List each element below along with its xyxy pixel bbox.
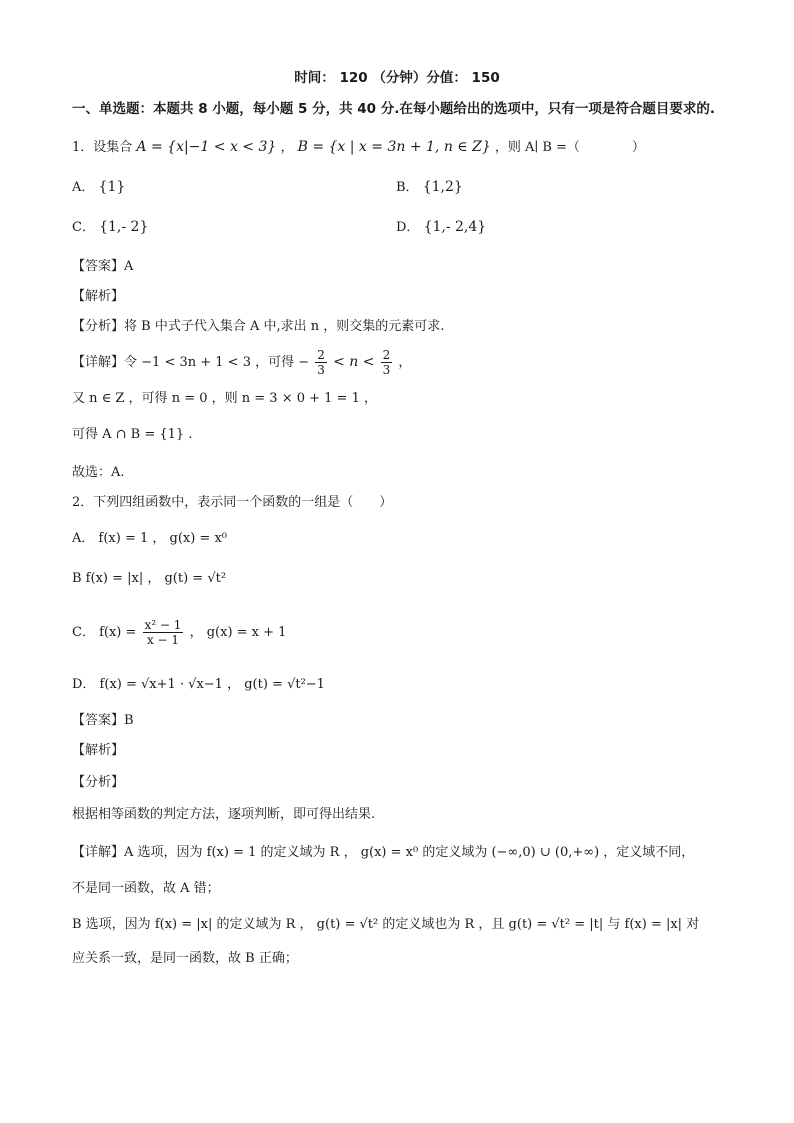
q1-option-a-value: {1} bbox=[98, 179, 126, 195]
q2-option-c-label: C． f(x) = bbox=[72, 625, 137, 640]
fraction-two-thirds-2 bbox=[381, 348, 393, 377]
q1-set-a: A = {x|−1 < x < 3} bbox=[136, 139, 277, 155]
q1-answer bbox=[72, 258, 133, 276]
fraction-two-thirds bbox=[315, 348, 327, 377]
q1-detail-line-1 bbox=[72, 348, 411, 377]
q2-option-d: D． f(x) = √x+1 · √x−1 ， g(t) = √t²−1 bbox=[72, 677, 325, 692]
q2-answer bbox=[72, 712, 134, 730]
q1-stem bbox=[72, 138, 645, 157]
q2-detail-a1-text: A 选项，因为 f(x) = 1 的定义域为 R ， g(x) = x⁰ 的定义域为 (−∞,0) ∪ (0,+∞) ，定义域不同， bbox=[124, 845, 695, 860]
q1-option-d-value: {1,- 2,4} bbox=[423, 219, 487, 235]
q1-set-b: B = {x | x = 3n + 1, n ∈ Z} bbox=[297, 139, 491, 155]
q1-fenxi-tag: 【分析】 bbox=[72, 319, 125, 334]
q1-option-a-label: A． bbox=[72, 180, 95, 195]
q2-stem: 2．下列四组函数中，表示同一个函数的一组是（ ） bbox=[72, 495, 393, 510]
q2-option-c bbox=[72, 618, 286, 647]
q2-detail-a2: 不是同一函数，故 A 错； bbox=[72, 881, 220, 896]
fraction-numerator-2: 2 bbox=[382, 348, 391, 362]
q1-option-b bbox=[396, 178, 463, 197]
q1-option-c-label: C． bbox=[72, 220, 95, 235]
exam-header: 时间： 120 （分钟）分值： 150 bbox=[294, 70, 500, 86]
q1-detail-1b: < n < bbox=[333, 354, 375, 370]
q1-analysis-tag: 【解析】 bbox=[72, 289, 125, 304]
q2-option-c-fraction bbox=[143, 618, 184, 647]
fraction-denominator: 3 bbox=[317, 363, 325, 377]
q1-fenxi-text: 将 B 中式子代入集合 A 中,求出 n ，则交集的元素可求. bbox=[124, 319, 445, 334]
q1-detail-line-2: 又 n ∈ Z ，可得 n = 0 ，则 n = 3 × 0 + 1 = 1 ， bbox=[72, 391, 377, 406]
q2-answer-tag: 【答案】 bbox=[72, 713, 125, 728]
q2-option-c-denominator: x − 1 bbox=[146, 633, 180, 647]
q2-detail-b2: 应关系一致，是同一函数，故 B 正确； bbox=[72, 951, 298, 966]
q2-detail-b1: B 选项，因为 f(x) = |x| 的定义域为 R ， g(t) = √t² 的定义域也为 R ，且 g(t) = √t² = |t| 与 f(x) = |x| 对 bbox=[72, 917, 700, 932]
q2-answer-value: B bbox=[124, 713, 134, 728]
q2-detail-a1 bbox=[72, 844, 694, 862]
q1-detail-1c: ， bbox=[398, 355, 412, 370]
q1-stem-prefix: 1．设集合 bbox=[72, 140, 133, 155]
q1-answer-value: A bbox=[124, 259, 134, 274]
q1-conclusion: 故选：A. bbox=[72, 465, 125, 480]
q1-option-d-label: D． bbox=[396, 220, 420, 235]
q1-option-d bbox=[396, 218, 486, 237]
q1-detail-line-3: 可得 A ∩ B = {1} . bbox=[72, 427, 193, 442]
q1-option-c bbox=[72, 218, 148, 237]
q1-stem-suffix: ，则 A∣ B =（ ） bbox=[494, 140, 645, 155]
q2-option-a: A． f(x) = 1 ， g(x) = x⁰ bbox=[72, 531, 227, 546]
q2-option-c-numerator: x² − 1 bbox=[144, 618, 182, 632]
q1-comma: ， bbox=[280, 140, 294, 155]
q2-fenxi-tag: 【分析】 bbox=[72, 775, 125, 790]
q1-option-c-value: {1,- 2} bbox=[99, 219, 149, 235]
q1-answer-tag: 【答案】 bbox=[72, 259, 125, 274]
fraction-denominator-2: 3 bbox=[382, 363, 391, 377]
q1-option-b-label: B． bbox=[396, 180, 419, 195]
q2-option-b: B f(x) = |x| ， g(t) = √t² bbox=[72, 571, 227, 586]
q2-fenxi-text: 根据相等函数的判定方法，逐项判断，即可得出结果. bbox=[72, 807, 376, 822]
q1-detail-tag: 【详解】 bbox=[72, 355, 125, 370]
q1-option-b-value: {1,2} bbox=[422, 179, 463, 195]
q1-option-a bbox=[72, 178, 125, 197]
q2-option-c-rest: ， g(x) = x + 1 bbox=[189, 625, 287, 640]
q1-detail-1a: 令 −1 < 3n + 1 < 3 ，可得 − bbox=[124, 355, 310, 370]
q2-analysis-tag: 【解析】 bbox=[72, 743, 125, 758]
section-title: 一、单选题：本题共 8 小题，每小题 5 分，共 40 分.在每小题给出的选项中，只有一项是符合题目要求的. bbox=[72, 101, 716, 117]
q2-detail-tag: 【详解】 bbox=[72, 845, 125, 860]
q1-fenxi bbox=[72, 318, 444, 336]
fraction-numerator: 2 bbox=[317, 348, 325, 362]
